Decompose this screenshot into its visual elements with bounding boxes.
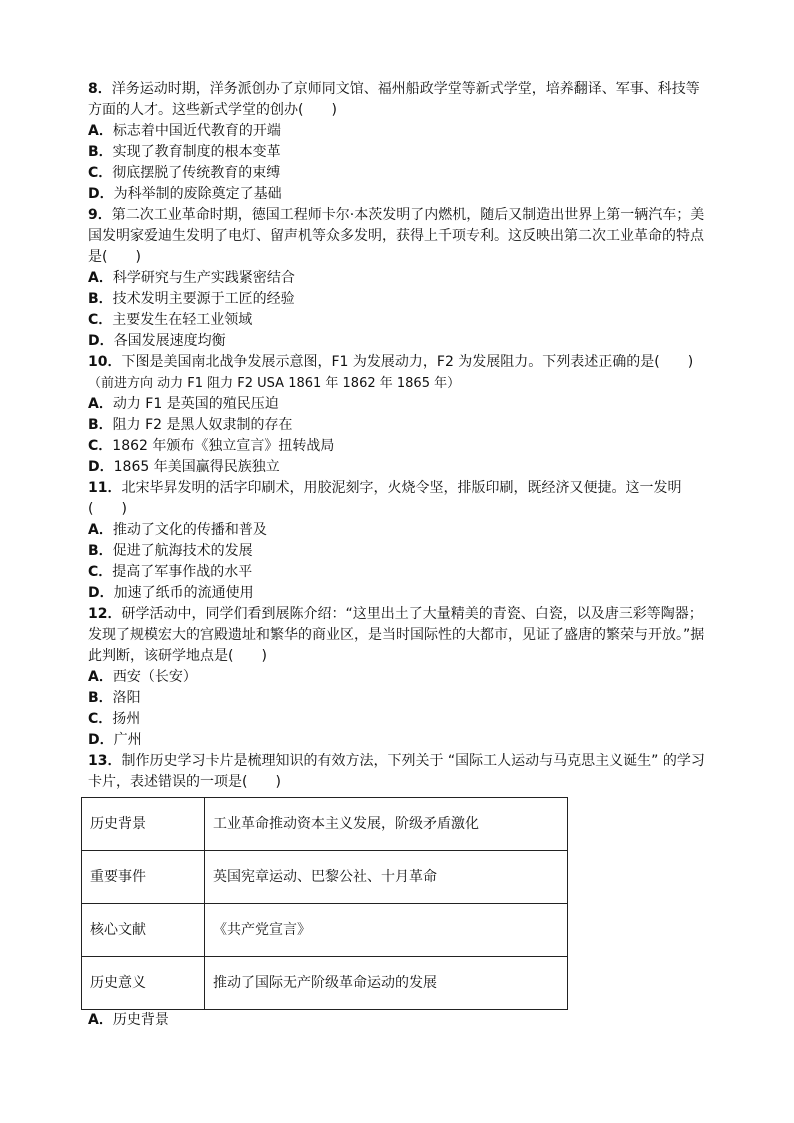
option-text: 历史背景 xyxy=(112,1012,169,1028)
question-text: 洋务运动时期，洋务派创办了京师同文馆、福州船政学堂等新式学堂，培养翻译、军事、科技等方面的人才。这些新式学堂的创办( ) xyxy=(88,81,700,118)
study-card-table xyxy=(81,797,568,1010)
option-letter: C． xyxy=(88,165,113,181)
option-letter: A． xyxy=(88,522,113,538)
table-row xyxy=(82,798,568,851)
option-letter: C． xyxy=(88,711,113,727)
question-text: 北宋毕昇发明的活字印刷术，用胶泥刻字，火烧令坚，排版印刷，既经济又便捷。这一发明( ) xyxy=(88,480,682,517)
option-letter: D． xyxy=(88,186,114,202)
question-11 xyxy=(88,478,713,604)
option-d xyxy=(88,457,713,478)
option-text: 阻力 F2 是黑人奴隶制的存在 xyxy=(112,417,293,433)
option-text: 彻底摆脱了传统教育的束缚 xyxy=(112,165,281,181)
option-b xyxy=(88,142,713,163)
option-letter: D． xyxy=(88,333,114,349)
option-text: 推动了文化的传播和普及 xyxy=(112,522,267,538)
option-letter: B． xyxy=(88,417,113,433)
option-letter: A． xyxy=(88,396,113,412)
table-row xyxy=(82,957,568,1010)
question-text: 研学活动中，同学们看到展陈介绍：“这里出土了大量精美的青瓷、白瓷，以及唐三彩等陶器；发现了规模宏大的宫殿遗址和繁华的商业区，是当时国际性的大都市，见证了盛唐的繁荣与开放。”据此判断，该研学地点是( ) xyxy=(88,606,705,664)
option-b xyxy=(88,289,713,310)
option-a xyxy=(88,1010,713,1031)
question-number: 11． xyxy=(88,480,122,496)
option-a xyxy=(88,667,713,688)
question-9 xyxy=(88,205,713,352)
question-10 xyxy=(88,352,713,478)
card-value: 英国宪章运动、巴黎公社、十月革命 xyxy=(205,851,568,904)
option-text: 1865 年美国赢得民族独立 xyxy=(113,459,280,475)
question-stem xyxy=(88,751,713,793)
option-letter: A． xyxy=(88,270,113,286)
option-c xyxy=(88,709,713,730)
question-8 xyxy=(88,79,713,205)
question-stem xyxy=(88,352,713,373)
option-letter: D． xyxy=(88,732,114,748)
option-text: 科学研究与生产实践紧密结合 xyxy=(112,270,295,286)
option-letter: D． xyxy=(88,459,114,475)
option-letter: B． xyxy=(88,543,113,559)
option-text: 主要发生在轻工业领域 xyxy=(112,312,253,328)
card-key: 历史意义 xyxy=(82,957,205,1010)
option-a xyxy=(88,121,713,142)
question-text: 下图是美国南北战争发展示意图，F1 为发展动力，F2 为发展阻力。下列表述正确的是( ) xyxy=(121,354,694,370)
option-b xyxy=(88,541,713,562)
table-row xyxy=(82,851,568,904)
question-stem xyxy=(88,604,713,667)
option-letter: B． xyxy=(88,144,113,160)
option-a xyxy=(88,394,713,415)
option-letter: B． xyxy=(88,291,113,307)
table-row xyxy=(82,904,568,957)
card-key: 历史背景 xyxy=(82,798,205,851)
option-letter: C． xyxy=(88,438,113,454)
question-list xyxy=(88,79,713,1031)
option-letter: A． xyxy=(88,123,113,139)
option-letter: B． xyxy=(88,690,113,706)
option-text: 西安（长安） xyxy=(112,669,197,685)
option-text: 促进了航海技术的发展 xyxy=(112,543,253,559)
question-text: 第二次工业革命时期，德国工程师卡尔·本茨发明了内燃机，随后又制造出世界上第一辆汽车；美国发明家爱迪生发明了电灯、留声机等众多发明，获得上千项专利。这反映出第二次工业革命的特点是( ) xyxy=(88,207,705,265)
option-text: 1862 年颁布《独立宣言》扭转战局 xyxy=(112,438,335,454)
option-text: 标志着中国近代教育的开端 xyxy=(112,123,281,139)
question-text: 制作历史学习卡片是梳理知识的有效方法，下列关于 “国际工人运动与马克思主义诞生” 的学习卡片，表述错误的一项是( ) xyxy=(88,753,705,790)
question-stem xyxy=(88,478,713,520)
option-c xyxy=(88,562,713,583)
question-stem xyxy=(88,205,713,268)
question-stem xyxy=(88,79,713,121)
card-value: 《共产党宣言》 xyxy=(205,904,568,957)
option-text: 提高了军事作战的水平 xyxy=(112,564,253,580)
question-number: 9． xyxy=(88,207,112,223)
option-text: 动力 F1 是英国的殖民压迫 xyxy=(112,396,279,412)
question-number: 10． xyxy=(88,354,122,370)
question-number: 12． xyxy=(88,606,122,622)
option-a xyxy=(88,268,713,289)
option-d xyxy=(88,583,713,604)
option-c xyxy=(88,163,713,184)
option-b xyxy=(88,688,713,709)
option-text: 为科举制的废除奠定了基础 xyxy=(113,186,282,202)
question-13 xyxy=(88,751,713,1031)
card-value: 推动了国际无产阶级革命运动的发展 xyxy=(205,957,568,1010)
question-number: 8． xyxy=(88,81,112,97)
question-12 xyxy=(88,604,713,751)
option-d xyxy=(88,184,713,205)
option-text: 广州 xyxy=(113,732,142,748)
option-b xyxy=(88,415,713,436)
option-text: 洛阳 xyxy=(112,690,141,706)
option-text: 加速了纸币的流通使用 xyxy=(113,585,254,601)
option-text: 扬州 xyxy=(112,711,141,727)
option-letter: A． xyxy=(88,669,113,685)
option-text: 实现了教育制度的根本变革 xyxy=(112,144,281,160)
option-text: 技术发明主要源于工匠的经验 xyxy=(112,291,295,307)
card-key: 核心文献 xyxy=(82,904,205,957)
option-c xyxy=(88,436,713,457)
figure-caption: （前进方向 动力 F1 阻力 F2 USA 1861 年 1862 年 1865 年） xyxy=(88,376,461,391)
option-text: 各国发展速度均衡 xyxy=(113,333,226,349)
option-letter: C． xyxy=(88,564,113,580)
card-value: 工业革命推动资本主义发展，阶级矛盾激化 xyxy=(205,798,568,851)
option-d xyxy=(88,331,713,352)
option-c xyxy=(88,310,713,331)
option-d xyxy=(88,730,713,751)
option-letter: A． xyxy=(88,1012,113,1028)
option-letter: C． xyxy=(88,312,113,328)
option-a xyxy=(88,520,713,541)
question-number: 13． xyxy=(88,753,122,769)
card-key: 重要事件 xyxy=(82,851,205,904)
option-letter: D． xyxy=(88,585,114,601)
